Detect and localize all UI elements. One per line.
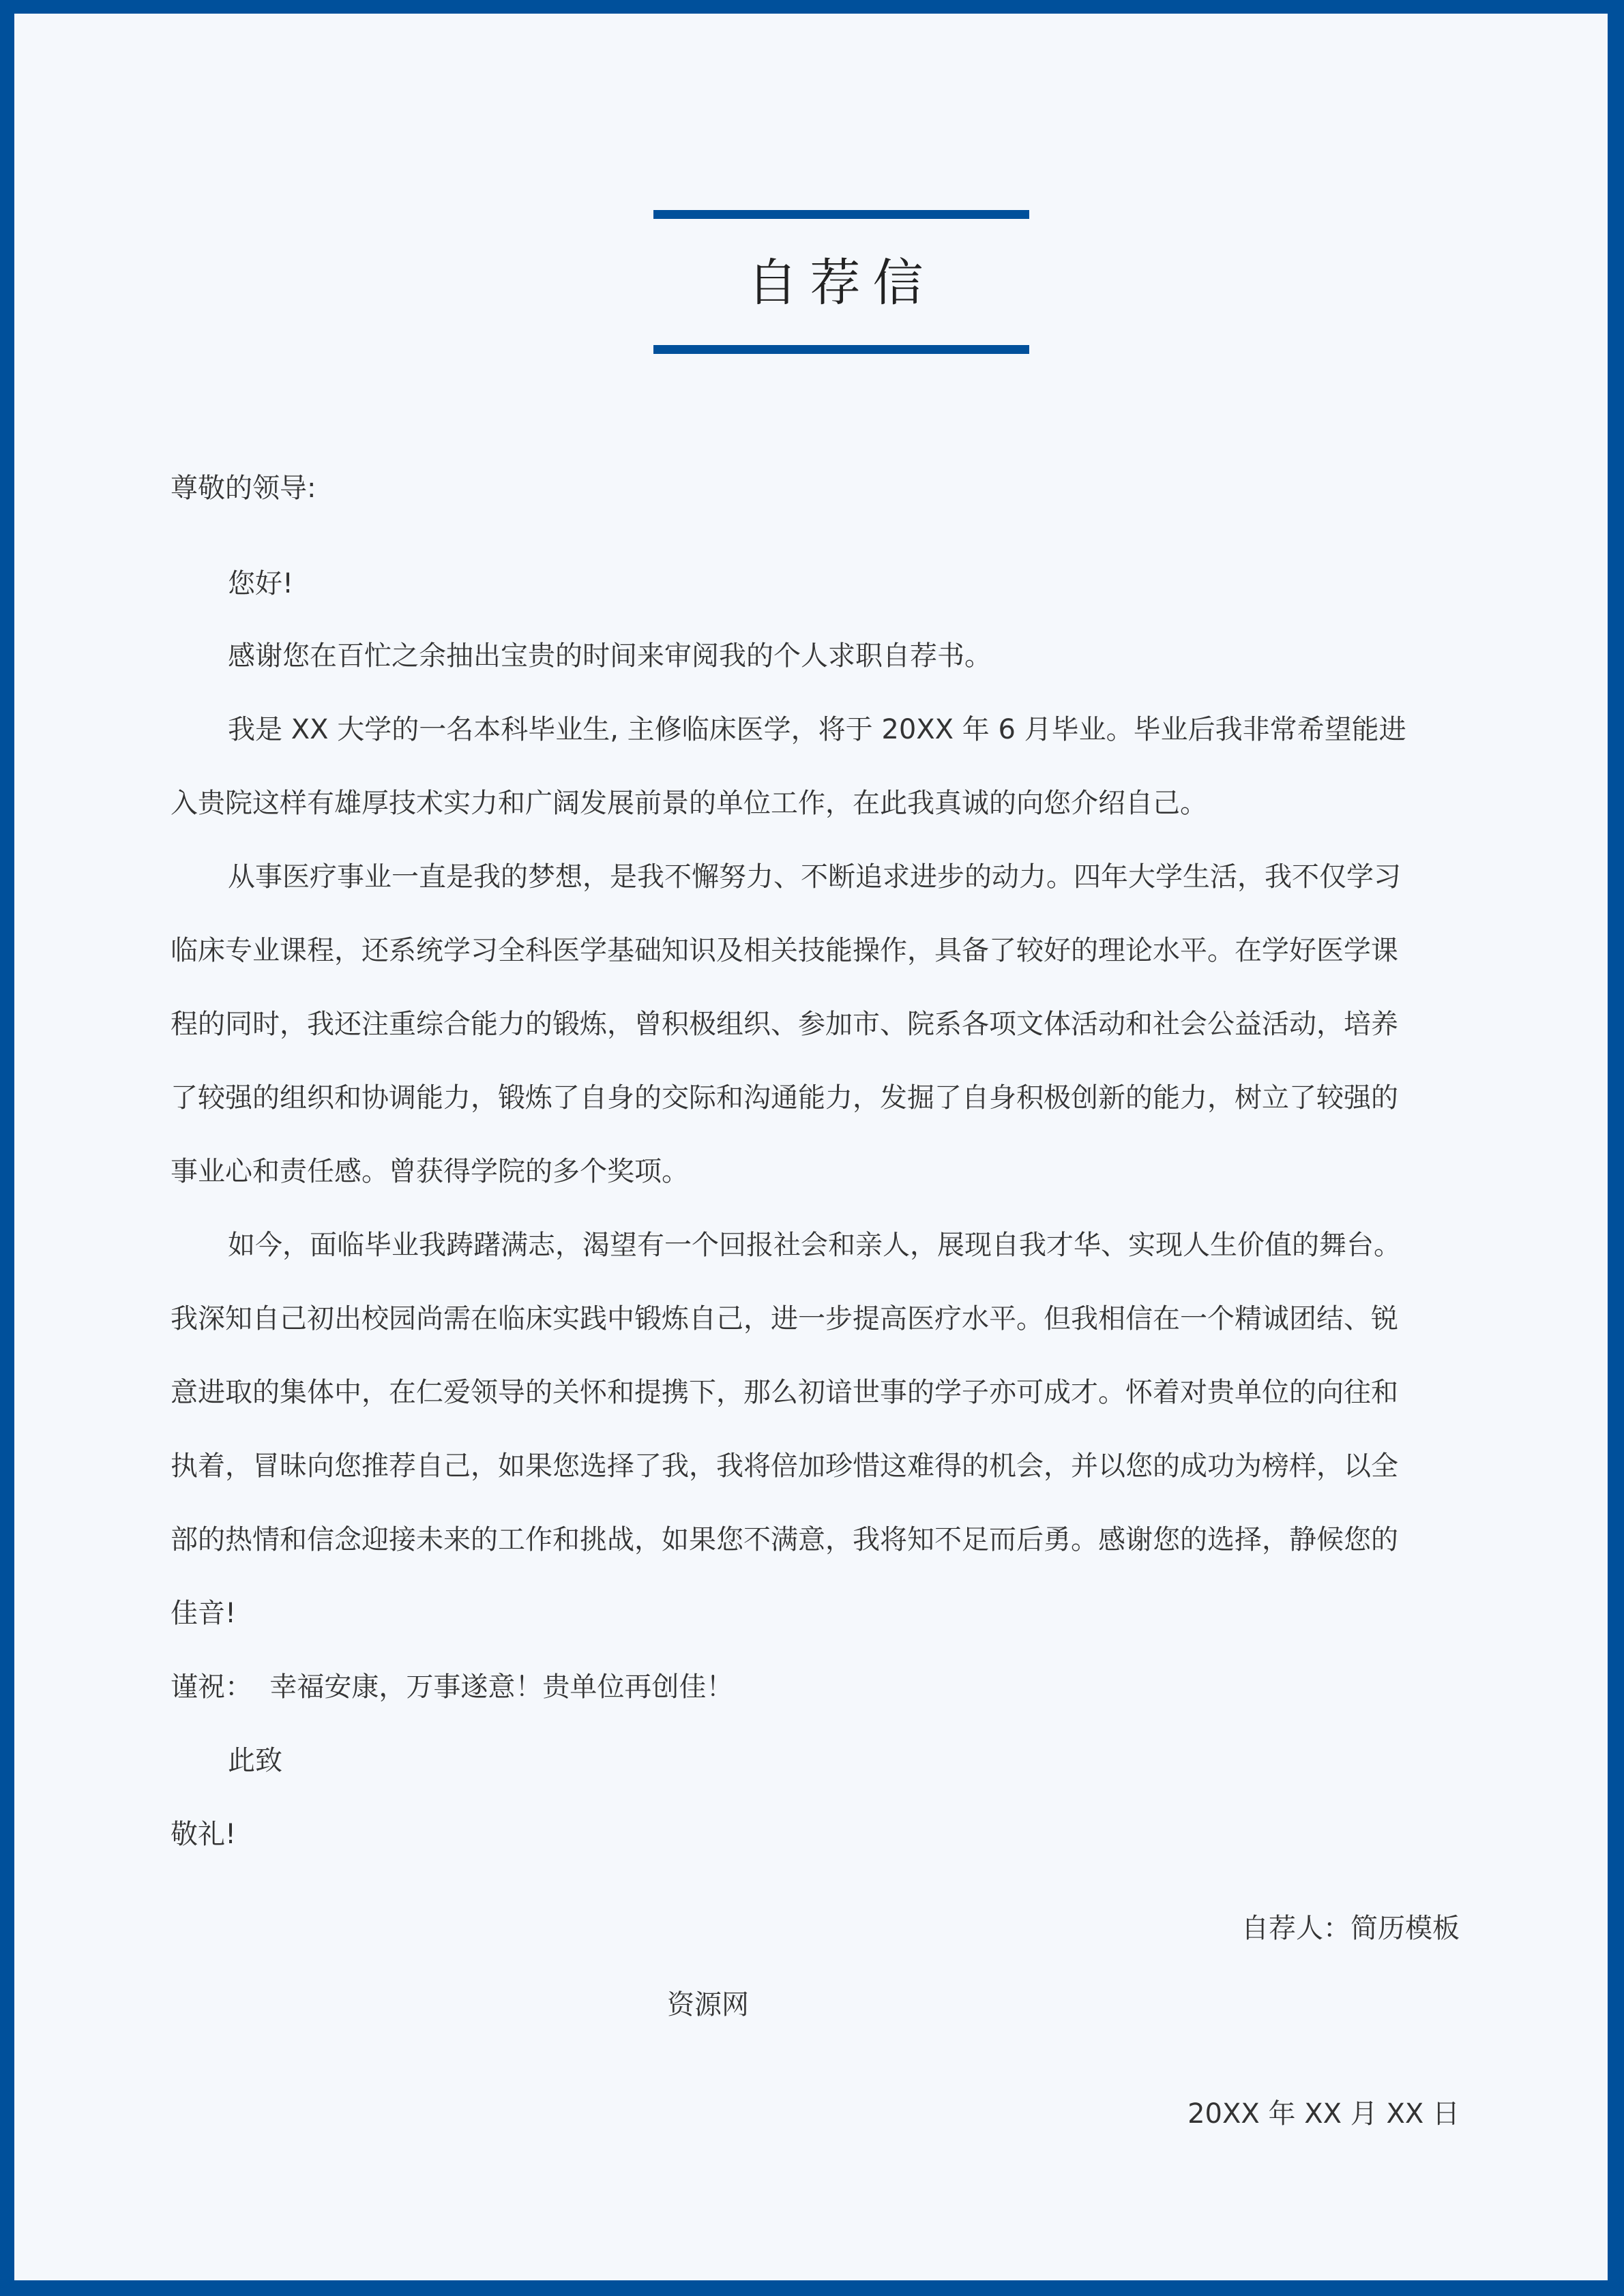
signature-date-text: 20XX 年 XX 月 XX 日 xyxy=(1187,2098,1460,2130)
signature: 自荐人：简历模板 xyxy=(1241,1913,1460,1944)
paragraph-3-line-6: 佳音! xyxy=(171,1598,237,1629)
intro-paragraph: 感谢您在百忙之余抽出宝贵的时间来审阅我的个人求职自荐书。 xyxy=(228,640,992,672)
greeting: 您好! xyxy=(228,568,294,599)
paragraph-2-line-1: 从事医疗事业一直是我的梦想，是我不懈努力、不断追求进步的动力。四年大学生活，我不仅学习 xyxy=(228,861,1401,893)
wishes-line: 谨祝： 幸福安康，万事遂意！贵单位再创佳！ xyxy=(171,1671,734,1703)
paragraph-3-line-1: 如今，面临毕业我踌躇满志，渴望有一个回报社会和亲人，展现自我才华、实现人生价值的舞台。 xyxy=(228,1229,1401,1261)
signature-date xyxy=(1187,2080,1460,2130)
salutation: 尊敬的领导: xyxy=(171,473,316,504)
paragraph-1-line-1: 我是 XX 大学的一名本科毕业生, 主修临床医学，将于 20XX 年 6 月毕业。毕业后我非常希望能进 xyxy=(228,714,1406,745)
paragraph-2-line-3: 程的同时，我还注重综合能力的锻炼，曾积极组织、参加市、院系各项文体活动和社会公益活动，培养 xyxy=(171,1009,1398,1040)
paragraph-1-line-2: 入贵院这样有雄厚技术实力和广阔发展前景的单位工作，在此我真诚的向您介绍自己。 xyxy=(171,788,1207,819)
title-top-rule xyxy=(653,210,1029,219)
letter-page xyxy=(14,14,1608,2280)
paragraph-3-line-4: 执着，冒昧向您推荐自己，如果您选择了我，我将倍加珍惜这难得的机会，并以您的成功为榜样，以全 xyxy=(171,1450,1398,1482)
closing-line-2: 敬礼! xyxy=(171,1819,237,1850)
paragraph-2-line-4: 了较强的组织和协调能力，锻炼了自身的交际和沟通能力，发掘了自身积极创新的能力，树立了较强的 xyxy=(171,1082,1398,1114)
closing-line-1: 此致 xyxy=(228,1745,282,1776)
page-title: 自荐信 xyxy=(747,254,936,312)
paragraph-2-line-2: 临床专业课程，还系统学习全科医学基础知识及相关技能操作，具备了较好的理论水平。在学好医学课 xyxy=(171,935,1398,966)
paragraph-3-line-5: 部的热情和信念迎接未来的工作和挑战，如果您不满意，我将知不足而后勇。感谢您的选择，静候您的 xyxy=(171,1524,1398,1555)
title-bottom-rule xyxy=(653,345,1029,354)
paragraph-2-line-5: 事业心和责任感。曾获得学院的多个奖项。 xyxy=(171,1156,689,1187)
title-block xyxy=(653,210,1029,355)
paragraph-3-line-3: 意进取的集体中，在仁爱领导的关怀和提携下，那么初谙世事的学子亦可成才。怀着对贵单位的向往和 xyxy=(171,1377,1398,1408)
paragraph-3-line-2: 我深知自己初出校园尚需在临床实践中锻炼自己，进一步提高医疗水平。但我相信在一个精诚团结、锐 xyxy=(171,1303,1398,1335)
signature-continued: 资源网 xyxy=(667,1989,749,2021)
